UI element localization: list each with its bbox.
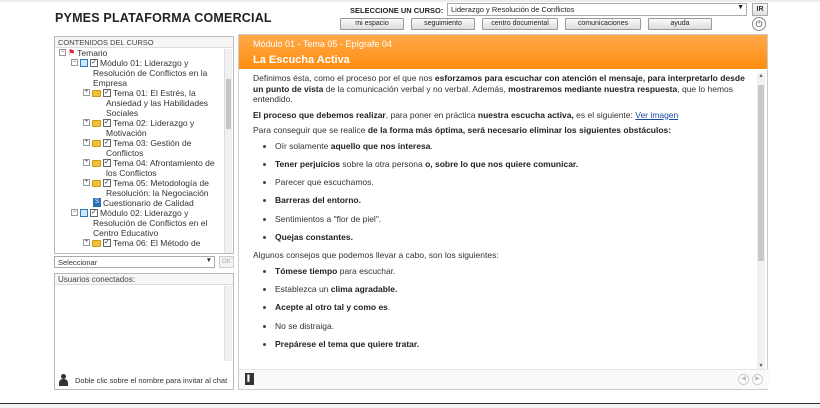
checkbox-icon[interactable]: ✓ [104,139,110,146]
content-panel [238,34,768,390]
ok-button[interactable]: OK [219,256,234,268]
bottom-border [0,403,820,408]
breadcrumb: Módulo 01 - Tema 05 - Epígrafe 04 [253,39,392,49]
module-icon [80,59,88,67]
nav-mi-espacio[interactable]: mi espacio [340,18,404,30]
folder-icon [92,90,101,97]
tree-text-line: Sociales [106,108,139,118]
content-footer [239,369,769,389]
go-button[interactable]: IR [752,3,768,16]
folder-icon [92,160,101,167]
module-icon [80,209,88,217]
list-item: Quejas constantes. [269,232,755,243]
course-contents-panel [54,36,234,254]
tree-text-line: Centro Educativo [93,228,159,238]
tree-text-line: Conflictos [106,148,144,158]
tree-text-line: Resolución de Conflictos en el [93,218,208,228]
section-select[interactable] [54,256,215,268]
expand-icon[interactable]: + [84,179,89,185]
scroll-up-icon[interactable]: ▲ [758,73,764,79]
page-marker-icon[interactable]: ▌ [245,373,254,385]
main-nav [340,18,712,30]
tree-item-temario[interactable]: − ⚑ Temario [60,48,108,58]
tree-text-line: Resolución: la Negociación [106,188,209,198]
nav-seguimiento[interactable]: seguimiento [411,18,475,30]
collapse-icon[interactable]: − [60,49,65,55]
nav-ayuda[interactable]: ayuda [648,18,712,30]
obstacles-list [269,141,755,243]
checkbox-icon[interactable]: ✓ [104,89,110,96]
section-select-value: Seleccionar [58,258,98,267]
checkbox-icon[interactable]: ✓ [104,239,110,246]
tree-item-modulo-02[interactable]: − ✓ Módulo 02: Liderazgo y [72,208,189,218]
checkbox-icon[interactable]: ✓ [91,209,97,216]
expand-icon[interactable]: + [84,119,89,125]
collapse-icon[interactable]: − [72,209,77,215]
document-icon: S [94,199,99,205]
tree-item-tema-05[interactable]: + ✓ Tema 05: Metodología de [84,178,209,188]
expand-icon[interactable]: + [84,89,89,95]
collapse-icon[interactable]: − [72,59,77,65]
list-item: Tómese tiempo para escuchar. [269,266,755,277]
expand-icon[interactable]: + [84,239,89,245]
page-title: La Escucha Activa [253,54,350,66]
course-select-value: Liderazgo y Resolución de Conflictos [451,5,575,14]
tree-text-line: los Conflictos [106,168,157,178]
content-header [239,35,767,69]
course-select[interactable] [447,3,747,16]
course-tree [55,48,225,253]
dropdown-arrow-icon: ▼ [737,4,744,11]
contents-title: CONTENIDOS DEL CURSO [55,37,233,48]
list-item: Parecer que escuchamos. [269,177,755,188]
scroll-thumb[interactable] [758,85,764,261]
list-item: Barreras del entorno. [269,195,755,206]
tree-scrollbar[interactable] [224,49,232,253]
paragraph-definition: Definimos ésta, como el proceso por el que nos esforzamos para escuchar con atención el mensaje, para interpretarlo desde un punto de vista de la comunicación verbal y no verbal. Además, mostraremos mediante nuestra respuesta, que lo hemos entendido. [253,73,745,104]
nav-centro-documental[interactable]: centro documental [482,18,558,30]
tree-item-tema-06[interactable]: + ✓ Tema 06: El Método de [84,238,201,248]
tree-item-tema-04[interactable]: + ✓ Tema 04: Afrontamiento de [84,158,215,168]
tree-text-line: Resolución de Conflictos en la [93,68,208,78]
list-item: Tener perjuicios sobre la otra persona o, sobre lo que nos quiere comunicar. [269,159,755,170]
content-scrollbar[interactable] [757,73,765,369]
scroll-down-icon[interactable]: ▼ [758,363,764,369]
chat-hint: Doble clic sobre el nombre para invitar al chat [75,375,228,385]
tree-text-line: Empresa [93,78,128,88]
next-page-icon[interactable]: ▶ [752,374,763,385]
tree-text-line: Ansiedad y las Habilidades [106,98,209,108]
app-title: PYMES PLATAFORMA COMERCIAL [55,11,272,25]
tree-item-tema-02[interactable]: + ✓ Tema 02: Liderazgo y [84,118,195,128]
list-item: Establezca un clima agradable. [269,284,755,295]
paragraph-tips-intro: Algunos consejos que podemos llevar a cabo, son los siguientes: [253,250,499,261]
view-image-link[interactable]: Ver imagen [635,109,679,120]
tree-item-modulo-01[interactable]: − ✓ Módulo 01: Liderazgo y [72,58,189,68]
previous-page-icon[interactable]: ◀ [738,374,749,385]
dropdown-arrow-icon: ▼ [205,257,212,264]
power-icon[interactable]: ⏻ [752,17,766,31]
list-item: Sentimientos a "flor de piel". [269,214,755,225]
tips-list [269,266,755,350]
scroll-thumb[interactable] [226,79,231,129]
expand-icon[interactable]: + [84,139,89,145]
tree-item-tema-03[interactable]: + ✓ Tema 03: Gestión de [84,138,192,148]
list-item: Acepte al otro tal y como es. [269,302,755,313]
folder-icon [92,140,101,147]
paragraph-obstacles-intro: Para conseguir que se realice de la forma más óptima, será necesario eliminar los siguientes obstáculos: [253,125,672,135]
content-body [253,73,755,369]
tree-item-cuestionario[interactable]: S Cuestionario de Calidad [94,198,194,208]
checkbox-icon[interactable]: ✓ [104,179,110,186]
course-select-label: SELECCIONE UN CURSO: [350,6,444,15]
user-icon [58,374,69,386]
checkbox-icon[interactable]: ✓ [104,119,110,126]
list-item: Oír solamente aquello que nos interesa. [269,141,755,152]
tree-item-tema-01[interactable]: + ✓ Tema 01: El Estrés, la [84,88,196,98]
checkbox-icon[interactable]: ✓ [104,159,110,166]
folder-icon [92,180,101,187]
chat-hint-row [54,371,234,389]
nav-comunicaciones[interactable]: comunicaciones [565,18,641,30]
list-item: No se distraiga. [269,321,755,332]
folder-icon [92,120,101,127]
flag-icon: ⚑ [68,48,76,57]
users-scrollbar[interactable] [224,286,232,361]
top-border [0,0,820,2]
pager [738,374,763,385]
list-item: Prepárese el tema que quiere tratar. [269,339,755,350]
checkbox-icon[interactable]: ✓ [91,59,97,66]
expand-icon[interactable]: + [84,159,89,165]
tree-text-line: Motivación [106,128,147,138]
paragraph-process: El proceso que debemos realizar, para poner en práctica nuestra escucha activa, es el siguiente: Ver imagen [253,109,679,120]
connected-users-title: Usuarios conectados: [55,274,233,285]
folder-icon [92,240,101,247]
